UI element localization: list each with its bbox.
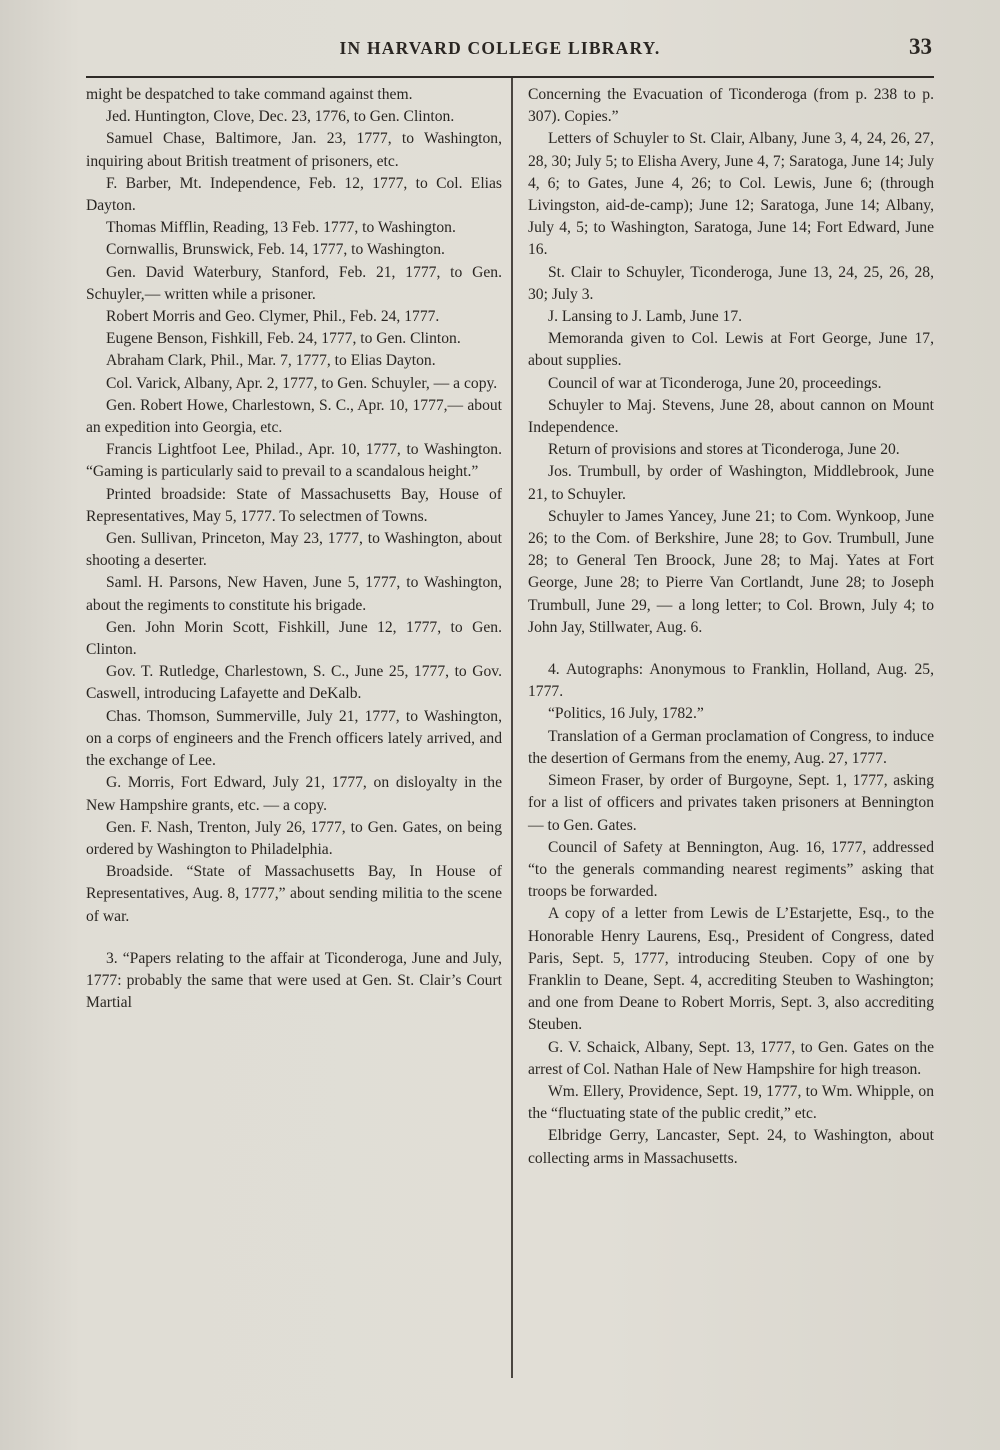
- entry-text: G. V. Schaick, Albany, Sept. 13, 1777, to Gen. Gates on the arrest of Col. Nathan Hale of New Hampshire for high treason.: [528, 1038, 934, 1078]
- entry-text: might be despatched to take command against them.: [86, 86, 413, 103]
- running-title: IN HARVARD COLLEGE LIBRARY.: [339, 38, 661, 58]
- entry-text: Council of war at Ticonderoga, June 20, proceedings.: [548, 374, 882, 392]
- entry-text: Schuyler to Maj. Stevens, June 28, about cannon on Mount Independence.: [528, 396, 934, 437]
- entry-text: Gen. Robert Howe, Charlestown, S. C., Apr. 10, 1777,— about an expedition into Georgia, etc.: [86, 396, 502, 437]
- entry-text: Gen. David Waterbury, Stanford, Feb. 21, 1777, to Gen. Schuyler,— written while a prisoner.: [86, 263, 502, 303]
- entry-text: Printed broadside: State of Massachusetts Bay, House of Representatives, May 5, 1777. To selectmen of Towns.: [86, 485, 502, 525]
- entry-text: Gen. John Morin Scott, Fishkill, June 12, 1777, to Gen. Clinton.: [86, 618, 502, 659]
- header-rule: [86, 76, 934, 78]
- section-heading-entry: 3. “Papers relating to the affair at Ticonderoga, June and July, 1777: probably the same that were used at Gen. St. Clair’s Court Martial: [86, 949, 502, 1012]
- entry-text: Translation of a German proclamation of Congress, to induce the desertion of Germans from the enemy, Aug. 27, 1777.: [528, 727, 934, 767]
- entry-text: Gov. T. Rutledge, Charlestown, S. C., June 25, 1777, to Gov. Caswell, introducing Lafayette and DeKalb.: [86, 663, 502, 703]
- section-heading-entry: 4. Autographs: Anonymous to Franklin, Holland, Aug. 25, 1777.: [528, 661, 934, 701]
- entry-text: Chas. Thomson, Summerville, July 21, 1777, to Washington, on a corps of engineers and the French officers lately arrived, and the exchange of Lee.: [86, 707, 502, 770]
- entry-text: Thomas Mifflin, Reading, 13 Feb. 1777, to Washington.: [106, 219, 456, 237]
- entry-text: F. Barber, Mt. Independence, Feb. 12, 1777, to Col. Elias Dayton.: [86, 174, 502, 215]
- entry-text: Council of Safety at Bennington, Aug. 16, 1777, addressed “to the generals commanding nearest regiments” asking that troops be forwarded.: [528, 838, 934, 901]
- entry-text: Gen. F. Nash, Trenton, July 26, 1777, to Gen. Gates, on being ordered by Washington to Philadelphia.: [86, 818, 502, 858]
- entry-text: Samuel Chase, Baltimore, Jan. 23, 1777, to Washington, inquiring about British treatment of prisoners, etc.: [86, 130, 502, 170]
- entry-text: Memoranda given to Col. Lewis at Fort George, June 17, about supplies.: [528, 330, 934, 370]
- entry-text: Gen. Sullivan, Princeton, May 23, 1777, to Washington, about shooting a deserter.: [86, 530, 502, 570]
- entry-text: Jos. Trumbull, by order of Washington, Middlebrook, June 21, to Schuyler.: [528, 463, 934, 503]
- entry-text: Francis Lightfoot Lee, Philad., Apr. 10, 1777, to Washington. “Gaming is particularly said to prevail to a scandalous height.”: [86, 441, 502, 481]
- entry-text: Broadside. “State of Massachusetts Bay, In House of Representatives, Aug. 8, 1777,” about sending militia to the scene of war.: [86, 863, 502, 925]
- entry-text: Cornwallis, Brunswick, Feb. 14, 1777, to Washington.: [106, 241, 445, 259]
- entry-text: Wm. Ellery, Providence, Sept. 19, 1777, to Wm. Whipple, on the “fluctuating state of the public credit,” etc.: [528, 1082, 934, 1123]
- left-column: [86, 84, 502, 1014]
- entry-text: Return of provisions and stores at Ticonderoga, June 20.: [548, 441, 900, 459]
- page-number: 33: [909, 34, 932, 59]
- entry-text: A copy of a letter from Lewis de L’Estarjette, Esq., to the Honorable Henry Laurens, Esq., President of Congress, dated Paris, Sept. 5, 1777, introducing Steuben. Copy of one by Franklin to Deane, Sept. 4, accrediting Steuben to Washington; and one from Deane to Robert Morris, Sept. 3, also accrediting Steuben.: [528, 905, 934, 1034]
- entry-text: Schuyler to James Yancey, June 21; to Com. Wynkoop, June 26; to the Com. of Berkshire, June 28; to Gov. Trumbull, June 28; to General Ten Broock, June 28; to Maj. Yates at Fort George, June 28; to Pierre Van Cortlandt, June 28; to Joseph Trumbull, June 29, — a long letter; to Col. Brown, July 4; to John Jay, Stillwater, Aug. 6.: [528, 507, 934, 636]
- entry-text: Robert Morris and Geo. Clymer, Phil., Feb. 24, 1777.: [106, 308, 440, 326]
- entry-text: Simeon Fraser, by order of Burgoyne, Sept. 1, 1777, asking for a list of officers and privates taken prisoners at Bennington — to Gen. Gates.: [528, 772, 934, 834]
- entry-text: G. Morris, Fort Edward, July 21, 1777, on disloyalty in the New Hampshire grants, etc. — a copy.: [86, 774, 502, 814]
- entry-text: St. Clair to Schuyler, Ticonderoga, June 13, 24, 25, 26, 28, 30; July 3.: [528, 263, 934, 303]
- entry-text: Abraham Clark, Phil., Mar. 7, 1777, to Elias Dayton.: [106, 352, 436, 370]
- entry-text: J. Lansing to J. Lamb, June 17.: [548, 308, 743, 326]
- entry-text: Saml. H. Parsons, New Haven, June 5, 1777, to Washington, about the regiments to constitute his brigade.: [86, 574, 502, 614]
- entry-text: “Politics, 16 July, 1782.”: [548, 705, 704, 723]
- entry-text: Eugene Benson, Fishkill, Feb. 24, 1777, to Gen. Clinton.: [106, 330, 461, 348]
- entry-text: Elbridge Gerry, Lancaster, Sept. 24, to Washington, about collecting arms in Massachusetts.: [528, 1127, 934, 1167]
- entry-text: Concerning the Evacuation of Ticonderoga (from p. 238 to p. 307). Copies.”: [528, 86, 934, 126]
- column-divider: [511, 78, 513, 1378]
- page-header: [0, 34, 1000, 68]
- entry-text: Letters of Schuyler to St. Clair, Albany, June 3, 4, 24, 26, 27, 28, 30; July 5; to Elisha Avery, June 4, 7; Saratoga, June 14; July 4, 6; to Gates, June 4, 26; to Col. Lewis, June 6; (through Livingston, aid-de-camp); June 12; Saratoga, June 14; Albany, July 4, 5; to Washington, Saratoga, June 14; Fort Edward, June 16.: [528, 130, 934, 259]
- entry-text: Jed. Huntington, Clove, Dec. 23, 1776, to Gen. Clinton.: [106, 108, 455, 126]
- entry-text: Col. Varick, Albany, Apr. 2, 1777, to Gen. Schuyler, — a copy.: [106, 374, 498, 392]
- right-column: [528, 84, 934, 1170]
